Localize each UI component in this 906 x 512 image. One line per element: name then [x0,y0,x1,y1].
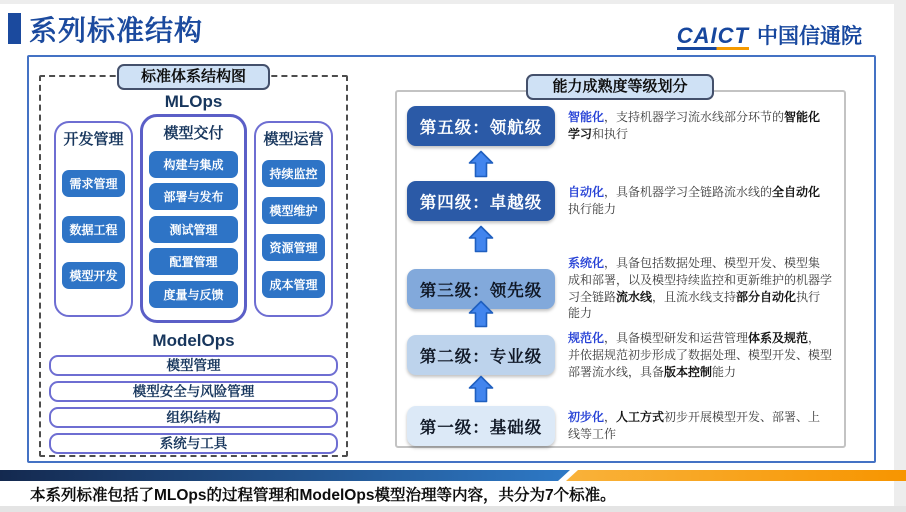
level-name-box: 第二级：专业级 [407,335,555,375]
standard-structure-panel [39,75,348,457]
level-description [568,255,832,322]
maturity-level-row [407,105,832,147]
maturity-level-row [407,180,832,222]
modelops-bar: 模型管理 [49,355,338,376]
mlops-item-chip: 部署与发布 [149,183,238,210]
modelops-bar: 模型安全与风险管理 [49,381,338,402]
level-description-segment: 智能化学习 [568,110,821,141]
maturity-level-row [407,405,832,447]
level-description [568,184,832,218]
level-description-segment: 人工方式 [616,410,665,425]
caict-logo-latin: CAICT [676,23,749,48]
mlops-column-items [56,149,131,315]
modelops-bars [49,355,338,454]
mlops-column-items [256,149,331,315]
level-description-segment: ，具备包括数据处理、模型开发、模型集成和部署，以及模型持续监控和更新维护的机器学习全链路 [568,256,833,304]
up-arrow-icon [468,225,494,253]
level-description-segment: 初步化 [568,410,605,425]
maturity-level-row [407,330,833,379]
page-edge-bottom [0,506,906,512]
level-description-segment: 智能化 [568,110,605,125]
level-description-segment: 初步开展模型开发、部署、上线等工作 [568,410,821,441]
page-edge-right [894,0,906,512]
modelops-bar: 组织结构 [49,407,338,428]
level-description-segment: ，并依据规范初步形成了数据处理、模型开发、模型部署流水线，具备 [568,331,833,379]
level-name-box: 第四级：卓越级 [407,181,555,221]
maturity-levels-panel [395,90,846,448]
modelops-bar: 系统与工具 [49,433,338,454]
maturity-panel-label: 能力成熟度等级划分 [526,74,714,100]
up-arrow-icon [468,150,494,178]
mlops-item-chip: 配置管理 [149,248,238,275]
up-arrow-icon [468,300,494,328]
mlops-column [140,114,247,323]
level-description-segment: ， [604,410,617,425]
page-title: 系列标准结构 [29,15,204,46]
level-description-segment: 体系及规范 [748,331,809,345]
mlops-column-title: 模型交付 [163,125,224,142]
level-description-segment: ，且流水线支持 [652,289,737,304]
level-name-box: 第一级：基础级 [407,406,555,446]
mlops-item-chip: 模型开发 [62,262,125,289]
divider-bar-orange [566,470,906,481]
maturity-levels [397,92,844,447]
modelops-heading: ModelOps [152,331,235,350]
level-description-segment: 执行能力 [568,202,617,216]
divider-bar [0,470,906,481]
mlops-item-chip: 持续监控 [262,160,325,187]
mlops-column-title: 开发管理 [63,130,124,148]
up-arrow-icon [468,375,494,403]
caict-logo [677,20,862,50]
mlops-item-chip: 度量与反馈 [149,281,238,308]
mlops-column-items [143,143,244,320]
level-up-arrow [407,147,832,180]
level-description-segment: 规范化 [568,331,605,345]
level-description-segment: ，具备机器学习全链路流水线的 [604,185,773,200]
level-description [568,409,832,443]
level-description-segment: 全自动化 [772,185,821,200]
mlops-item-chip: 资源管理 [262,234,325,261]
mlops-item-chip: 需求管理 [62,170,125,197]
page-edge-top [0,0,906,4]
level-description-segment: ，支持机器学习流水线部分环节的 [604,110,785,125]
divider-bar-blue [0,470,570,481]
title-accent-bar [8,13,21,44]
structure-panel-label: 标准体系结构图 [117,64,270,90]
level-description [568,109,832,143]
mlops-column [254,121,333,317]
level-description-segment: 和执行 [592,127,629,141]
level-name-box: 第五级：领航级 [407,106,555,146]
mlops-item-chip: 构建与集成 [149,151,238,178]
maturity-level-row [407,255,833,321]
level-description-segment: 部分自动化 [736,289,797,304]
mlops-column-title: 模型运营 [263,130,324,148]
level-description-segment: 版本控制 [664,364,713,379]
level-description-segment: 能力 [712,364,737,379]
mlops-item-chip: 测试管理 [149,216,238,243]
level-description-segment: 系统化 [568,256,605,270]
mlops-item-chip: 模型维护 [262,197,325,224]
mlops-columns [41,114,346,323]
mlops-item-chip: 数据工程 [62,216,125,243]
level-up-arrow [407,222,832,255]
mlops-item-chip: 成本管理 [262,271,325,298]
caict-logo-chinese: 中国信通院 [757,25,862,48]
level-name-box: 第三级：领先级 [407,269,555,309]
content-container [27,55,876,463]
level-description-segment: ，具备模型研发和运营管理 [604,331,749,345]
level-description-segment: 执行能力 [568,289,821,321]
level-description-segment: 流水线 [616,289,653,304]
mlops-column [54,121,133,317]
footer-summary: 本系列标准包括了MLOps的过程管理和ModelOps模型治理等内容，共分为7个标准。 [30,487,616,504]
level-description-segment: 自动化 [568,185,605,200]
level-description [568,330,832,380]
mlops-heading: MLOps [164,92,223,111]
